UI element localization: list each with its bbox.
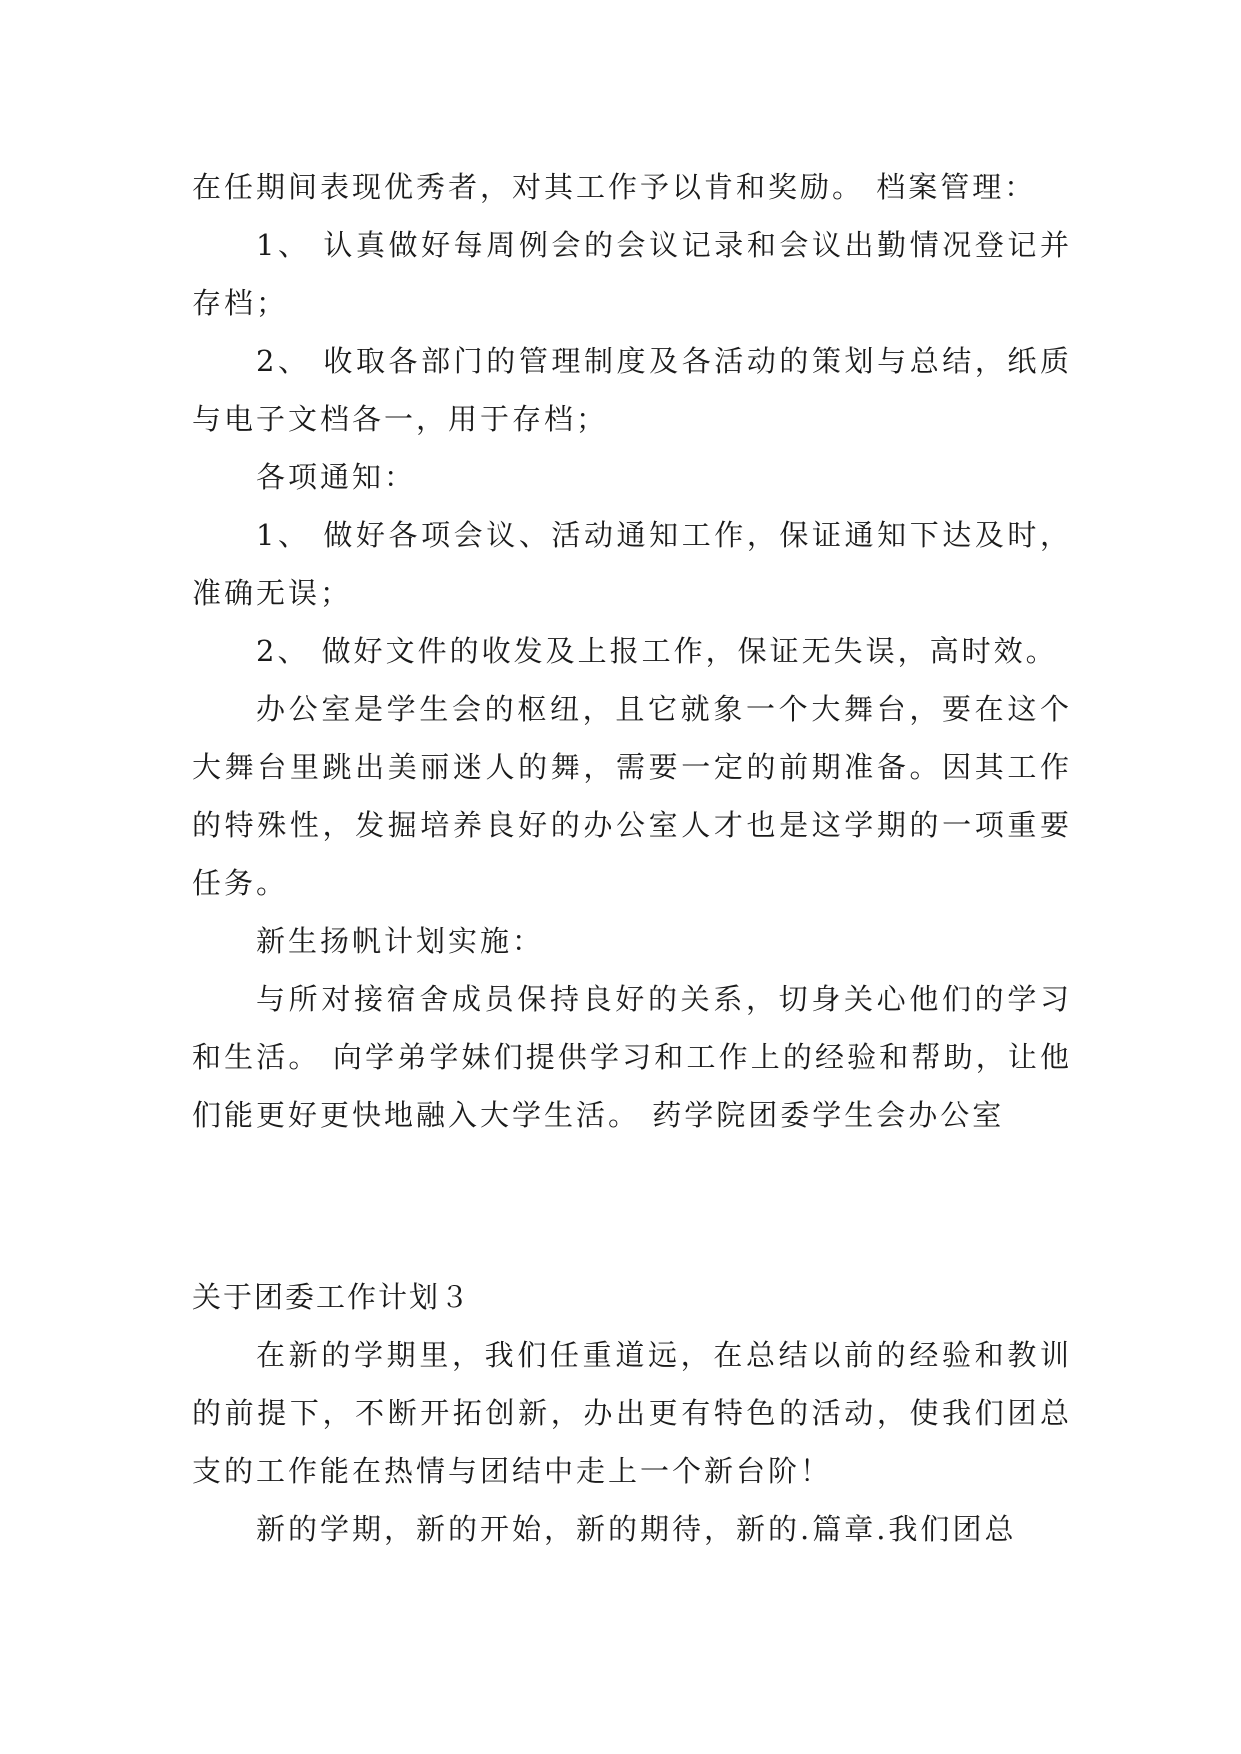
section-title: 关于团委工作计划３ [192, 1280, 472, 1314]
paragraph-new-semester: 在新的学期里，我们任重道远，在总结以前的经验和教训的前提下，不断开拓创新，办出更有特色的活动，使我们团总支的工作能在热情与团结中走上一个新台阶！ [192, 1338, 1072, 1488]
paragraph-archive-intro: 在任期间表现优秀者，对其工作予以肯和奖励。 档案管理： [192, 170, 1037, 204]
paragraph-notice-heading: 各项通知： [256, 460, 417, 494]
paragraph-notice-item-2: 2、 做好文件的收发及上报工作，保证无失误，高时效。 [256, 634, 1058, 668]
paragraph-office-role: 办公室是学生会的枢纽，且它就象一个大舞台，要在这个大舞台里跳出美丽迷人的舞，需要一定的前期准备。因其工作的特殊性，发掘培养良好的办公室人才也是这学期的一项重要任务。 [192, 692, 1072, 900]
document-body [192, 158, 1072, 1144]
paragraph-archive-item-1: 1、 认真做好每周例会的会议记录和会议出勤情况登记并存档； [192, 228, 1072, 320]
paragraph-archive-item-2: 2、 收取各部门的管理制度及各活动的策划与总结，纸质与电子文档各一，用于存档； [192, 344, 1072, 436]
paragraph-notice-item-1: 1、 做好各项会议、活动通知工作，保证通知下达及时，准确无误； [192, 518, 1072, 610]
section-body [192, 1326, 1072, 1558]
paragraph-freshman-plan: 与所对接宿舍成员保持良好的关系，切身关心他们的学习和生活。 向学弟学妹们提供学习和工作上的经验和帮助，让他们能更好更快地融入大学生活。 药学院团委学生会办公室 [192, 982, 1072, 1132]
paragraph-new-beginning: 新的学期，新的开始，新的期待，新的.篇章.我们团总 [256, 1512, 1017, 1546]
paragraph-freshman-heading: 新生扬帆计划实施： [256, 924, 545, 958]
